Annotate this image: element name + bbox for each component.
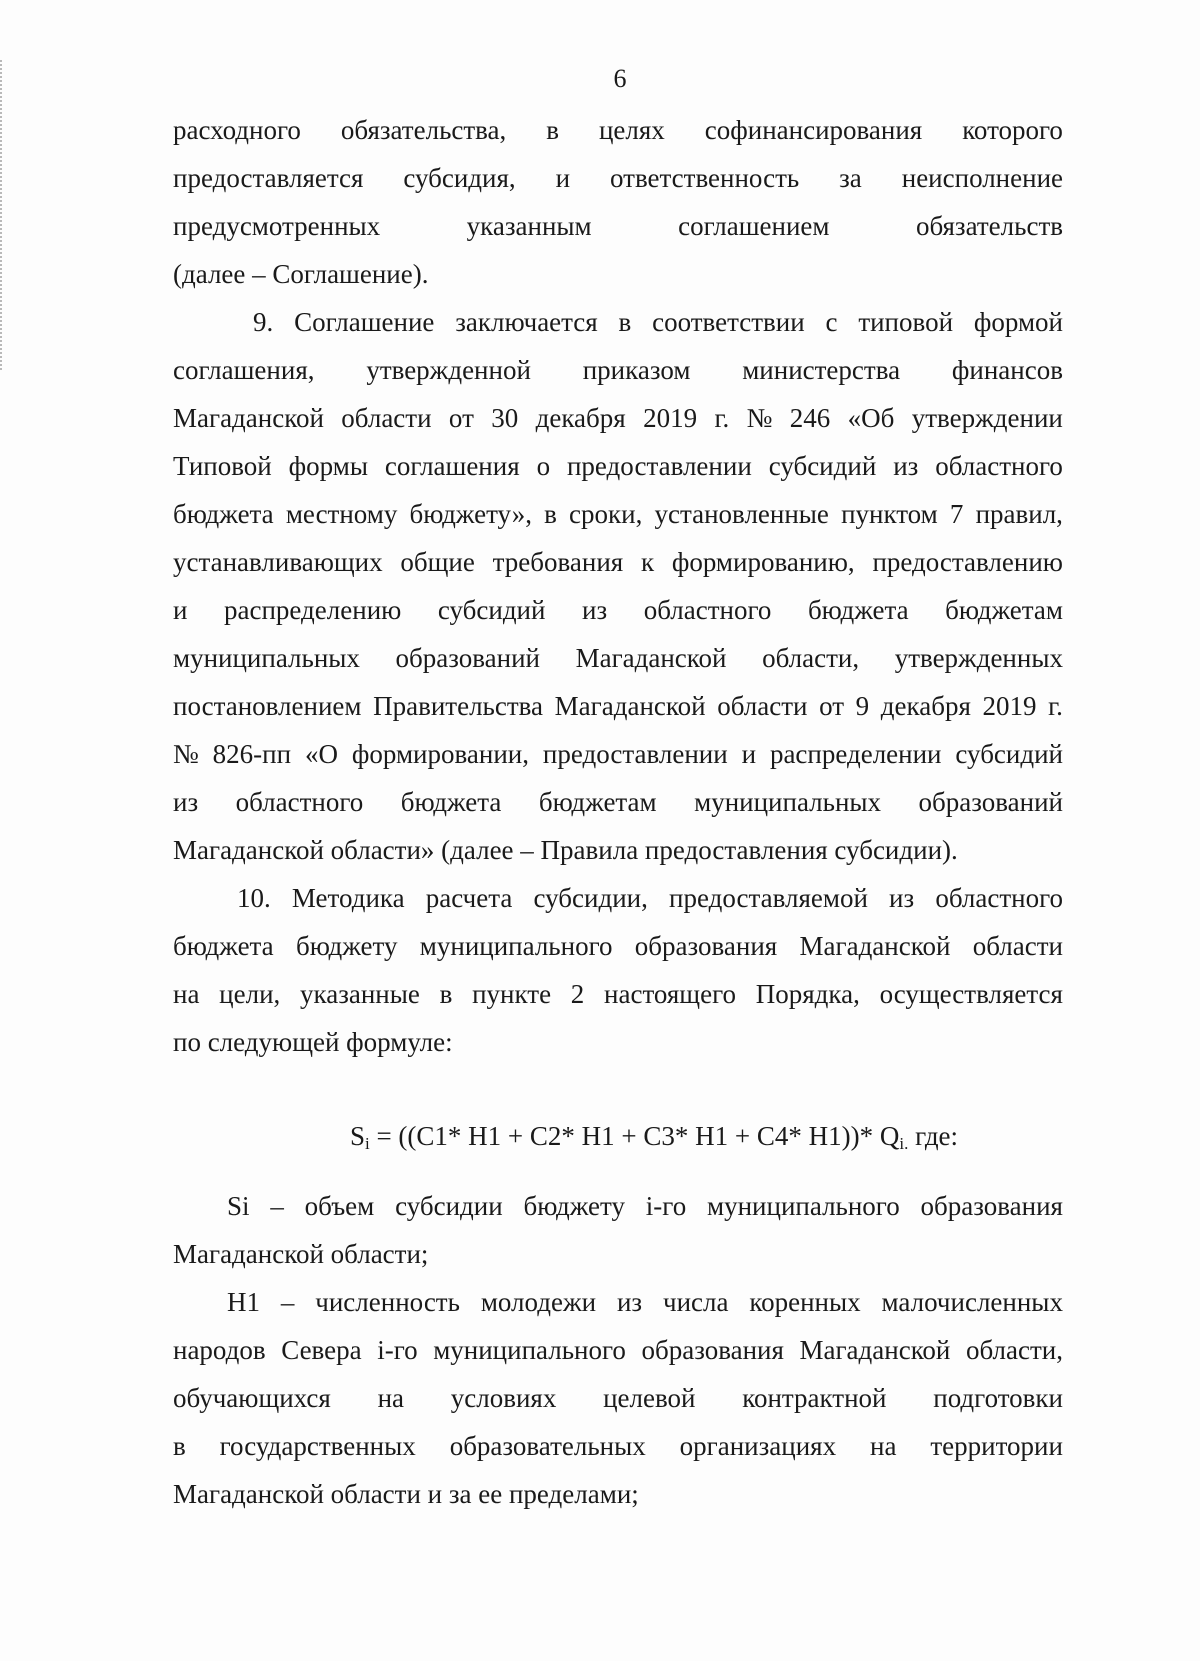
word: субсидии, [533,883,648,913]
word: с [825,307,838,337]
word: области, [762,643,860,673]
word: неисполнение [901,163,1063,193]
text-line [173,490,1063,538]
word: приказом [582,355,691,385]
word: осуществляется [879,979,1063,1009]
word: Si [227,1191,250,1221]
word: софинансирования [704,115,923,145]
word: объем [304,1191,375,1221]
word: бюджета [807,595,909,625]
paragraph-9 [173,298,1063,874]
text-line [173,1326,1063,1374]
text-line [173,922,1063,970]
word: на [870,1431,897,1461]
word: обязательства, [340,115,507,145]
word: 7 [949,499,964,529]
text-line [173,586,1063,634]
word: 2019 [643,403,698,433]
word: предоставляется [173,163,364,193]
word: утвержденной [366,355,531,385]
text-line [173,346,1063,394]
word: формировании, [351,739,529,769]
word: из [616,1287,643,1317]
text-line [173,106,1063,154]
word: соглашением [678,211,830,241]
word: утвержденных [894,643,1063,673]
word: настоящего [604,979,736,1009]
word: Магаданской [799,931,951,961]
text-line [173,202,1063,250]
word: и [555,163,571,193]
word: областного [935,883,1063,913]
word: «О [304,739,338,769]
word: муниципальных [173,643,360,673]
word: Магаданской [799,1335,951,1365]
word: Порядка, [755,979,860,1009]
word: подготовки [933,1383,1063,1413]
word: и [173,595,188,625]
word: от [448,403,474,433]
text-line [173,826,1063,874]
word: утверждении [911,403,1063,433]
text-line [173,538,1063,586]
word: распределению [224,595,402,625]
document-body [173,106,1063,1518]
word: 10. [237,883,271,913]
word: области [717,691,808,721]
word: территории [930,1431,1063,1461]
word: бюджету», [409,499,532,529]
word: бюджету [295,931,398,961]
word: областного [643,595,772,625]
word: из [173,787,199,817]
word: устанавливающих [173,547,383,577]
word: Магаданской области; [173,1239,429,1269]
word: сроки, [569,499,643,529]
word: соглашения, [173,355,315,385]
word: 826-пп [212,739,292,769]
word: Магаданской [575,643,727,673]
word: обязательств [915,211,1063,241]
word: Магаданской области и за ее пределами; [173,1479,639,1509]
word: Н1 [227,1287,260,1317]
word: государственных [219,1431,416,1461]
word: «Об [847,403,895,433]
subsidy-formula [173,1112,1063,1160]
text-line [173,1018,1063,1066]
text-line [173,394,1063,442]
word: установленные [654,499,829,529]
word: декабря [535,403,626,433]
word: которого [962,115,1063,145]
word: по следующей формуле: [173,1027,453,1057]
word: пунктом [841,499,938,529]
word: местному [285,499,398,529]
word: муниципального [707,1191,900,1221]
word: декабря [880,691,971,721]
word: образования [634,931,778,961]
word: о [536,451,551,481]
word: контрактной [742,1383,887,1413]
word: формой [973,307,1063,337]
word: бюджета [400,787,502,817]
paragraph-si-definition [173,1182,1063,1278]
page-number: 6 [613,64,627,93]
word: области, [965,1335,1063,1365]
text-line [173,154,1063,202]
word: соответствии [652,307,805,337]
word: соглашения [384,451,520,481]
word: коренных [749,1287,861,1317]
word: целевой [603,1383,696,1413]
word: за [839,163,862,193]
scan-margin-marks [0,60,5,370]
word: бюджета [173,931,274,961]
word: расчета [425,883,513,913]
word: бюджета [173,499,274,529]
word: предоставлению [872,547,1063,577]
text-line [173,778,1063,826]
word: 9 [855,691,870,721]
word: областного [935,451,1063,481]
word: пункте [472,979,552,1009]
word: образований [918,787,1063,817]
word: расходного [173,115,301,145]
word: бюджетам [945,595,1063,625]
text-line [173,1182,1063,1230]
word: формированию, [671,547,855,577]
word: субсидия, [403,163,516,193]
word: области [341,403,432,433]
word: бюджетам [538,787,657,817]
text-line [173,682,1063,730]
word: к [640,547,655,577]
word: требования [492,547,624,577]
word: в [439,979,453,1009]
word: постановлением [173,691,362,721]
word: обучающихся [173,1383,331,1413]
word: численность [315,1287,460,1317]
word: предоставляемой [669,883,868,913]
word: предоставлении [542,739,728,769]
formula-s: S [349,1121,365,1151]
word: субсидий [955,739,1063,769]
word: 246 [789,403,831,433]
text-line [173,874,1063,922]
word: в [544,499,557,529]
word: 2 [570,979,585,1009]
word: молодежи [480,1287,597,1317]
word: в [173,1431,186,1461]
text-line [173,1374,1063,1422]
word: субсидии [395,1191,503,1221]
word: области [972,931,1063,961]
formula-body: = ((C1* H1 + C2* H1 + C3* H1 + C4* H1))* Q [369,1121,900,1151]
paragraph-h1-definition [173,1278,1063,1518]
word: i-го [377,1335,418,1365]
word: указанные [300,979,420,1009]
word: образовательных [449,1431,646,1461]
formula-s-subscript: i [364,1134,370,1153]
paragraph-obligation [173,106,1063,298]
word: образования [920,1191,1063,1221]
text-line [173,442,1063,490]
word: и [741,739,757,769]
paragraph-10 [173,874,1063,1066]
word: ответственность [610,163,800,193]
text-line [173,1470,1063,1518]
word: Соглашение [294,307,435,337]
word: субсидий [768,451,877,481]
word: Методика [291,883,405,913]
word: г. [714,403,730,433]
text-line [173,634,1063,682]
word: из [889,883,915,913]
word: областного [235,787,364,817]
word: муниципальных [694,787,882,817]
word: Магаданской [554,691,706,721]
text-line [173,1422,1063,1470]
word: на [377,1383,404,1413]
word: распределении [769,739,942,769]
word: субсидий [437,595,546,625]
word: условиях [450,1383,557,1413]
word: Магаданской [173,403,324,433]
word: заключается [455,307,598,337]
formula-q-subscript: i. [899,1134,909,1153]
word: цели, [219,979,281,1009]
word: образования [641,1335,784,1365]
word: финансов [951,355,1063,385]
word: Севера [281,1335,362,1365]
word: предусмотренных [173,211,381,241]
word: предоставлении [566,451,752,481]
word: № [746,403,773,433]
word: № [173,739,199,769]
word: i-го [645,1191,687,1221]
word: из [893,451,919,481]
text-line [173,250,1063,298]
word: (далее – Соглашение). [173,259,429,289]
word: правил, [975,499,1063,529]
word: в [546,115,560,145]
word: Правительства [373,691,544,721]
word: 2019 [982,691,1037,721]
word: муниципального [433,1335,626,1365]
word: из [582,595,608,625]
word: организациях [679,1431,837,1461]
word: – [280,1287,295,1317]
word: муниципального [419,931,613,961]
text-line [173,730,1063,778]
word: общие [400,547,475,577]
word: формы [288,451,368,481]
word: образований [395,643,540,673]
word: Типовой [173,451,272,481]
word: типовой [858,307,954,337]
word: г. [1048,691,1063,721]
word: 30 [491,403,519,433]
text-line [173,1278,1063,1326]
text-line [173,970,1063,1018]
word: бюджету [523,1191,625,1221]
word: указанным [466,211,592,241]
text-line [173,1230,1063,1278]
word: Магаданской области» (далее – Правила предоставления субсидии). [173,835,958,865]
word: в [618,307,632,337]
word: 9. [253,307,274,337]
word: министерства [742,355,901,385]
word: целях [598,115,665,145]
word: народов [173,1335,266,1365]
word: числа [662,1287,729,1317]
formula-tail: где: [908,1121,959,1151]
word: малочисленных [881,1287,1063,1317]
word: – [270,1191,284,1221]
word: от [819,691,845,721]
text-line [173,298,1063,346]
word: на [173,979,200,1009]
